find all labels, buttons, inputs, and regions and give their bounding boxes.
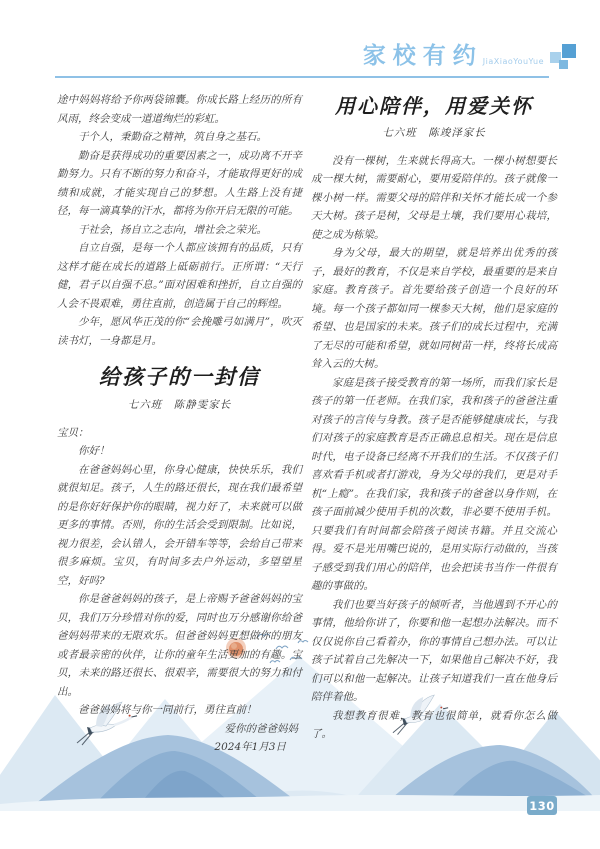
- letter-date: 2024年1月3日: [214, 741, 286, 754]
- body-paragraph: 没有一棵树，生来就长得高大。一棵小树想要长成一棵大树，需要耐心，要用爱陪伴的。孩子就像一棵小树一样。需要父母的陪伴和关怀才能长成一个参天大树。孩子是树，父母是土壤，我们要用心栽培，使之成为栋梁。: [311, 154, 557, 241]
- body-paragraph: 自立自强，是每一个人都应该拥有的品质，只有这样才能在成长的道路上砥砺前行。正所谓：“天行健，君子以自强不息。”面对困难和挫折，自立自强的人会不畏艰难，勇往直前，创造属于自己的辉煌。: [57, 242, 302, 310]
- header-divider: [55, 76, 549, 78]
- letter-greeting: 你好！: [78, 445, 110, 458]
- letter-paragraph: 爸爸妈妈将与你一同前行，勇往直前！: [78, 704, 257, 717]
- companion-article-title: 用心陪伴，用爱关怀: [335, 94, 533, 118]
- letter-paragraph: 你是爸爸妈妈的孩子，是上帝赐予爸爸妈妈的宝贝，我们万分珍惜对你的爱，同时也万分感谢你给爸爸妈妈带来的无限欢乐。但爸爸妈妈更想做你的朋友或者最亲密的伙伴，让你的童年生活更加的有趣。宝贝，未来的路还很长、很艰辛，需要很大的努力和付出。: [57, 593, 302, 698]
- body-paragraph: 身为父母，最大的期望，就是培养出优秀的孩子，最好的教育，不仅是来自学校，最重要的是来自家庭。教育孩子。首先要给孩子创造一个良好的环境。每一个孩子都如同一棵参天大树，他们是家庭的希望、也是国家的未来。孩子们的成长过程中，充满了无尽的可能和希望，就如同树苗一样，终将长成高耸入云的大树。: [311, 247, 557, 370]
- decor-squares-icon: [550, 44, 576, 74]
- body-paragraph: 我们也要当好孩子的倾听者，当他遇到不开心的事情，他给你讲了，你要和他一起想办法解决。而不仅仅说你自己看着办，你的事情自己想办法。可以让孩子试着自己先解决一下，如果他自己解决不好，我们可以和他一起解决。让孩子知道我们一直在他身后陪伴着他。: [311, 598, 557, 703]
- companion-article-byline: 七六班 陈竣泽家长: [382, 127, 486, 139]
- right-column: [311, 91, 557, 744]
- continuation-paragraph: 途中妈妈将给予你两袋锦囊。你成长路上经历的所有风雨，终会变成一道道绚烂的彩虹。: [57, 94, 302, 125]
- decor-square-mid: [559, 60, 568, 69]
- page-number-badge: 130: [527, 796, 557, 815]
- body-paragraph: 家庭是孩子接受教育的第一场所，而我们家长是孩子的第一任老师。在我们家，我和孩子的爸爸注重对孩子的言传与身教。孩子是否能够健康成长，与我们对孩子的家庭教育是否正确息息相关。现在是信息时代，电子设备已经离不开我们的生活。不仅孩子们喜欢看手机或者打游戏，身为父母的我们，更是对手机“上瘾”。在我们家，我和孩子的爸爸以身作则，在孩子面前减少使用手机的次数，非必要不使用手机。只要我们有时间都会陪孩子阅读书籍。并且交流心得。爱不是光用嘴巴说的，是用实际行动做的，当孩子感受到我们用心的陪伴，也会把读书当作一件很有趣的事做的。: [311, 376, 557, 592]
- section-header: [55, 44, 576, 82]
- letter-paragraph: 在爸爸妈妈心里，你身心健康，快快乐乐，我们就很知足。孩子，人生的路还很长，现在我们最希望的是你好好保护你的眼睛，视力好了，未来就可以做更多的事情。否则，你的生活会受到限制。比如说，视力很差，会认错人，会开错车等等，会给自己带来很多麻烦。宝贝，有时间多去户外运动，多望望星空，好吗?: [57, 463, 302, 587]
- section-title-pinyin: JiaXiaoYouYue: [482, 57, 544, 66]
- letter-signature: 爱你的爸爸妈妈: [224, 722, 298, 735]
- decor-square-dark: [562, 44, 576, 58]
- letter-article-title: 给孩子的一封信: [99, 364, 260, 389]
- letter-article-byline: 七六班 陈静雯家长: [127, 399, 232, 412]
- body-paragraph: 于个人，秉勤奋之精神，筑自身之基石。: [78, 131, 267, 143]
- body-paragraph: 少年，愿风华正茂的你“会挽雕弓如满月”，吹灭读书灯，一身都是月。: [57, 316, 302, 347]
- body-paragraph: 于社会，扬自立之志向，增社会之荣光。: [78, 223, 267, 236]
- section-title: 家校有约: [362, 43, 483, 69]
- body-paragraph: 我想教育很难，教育也很简单，就看你怎么做了。: [311, 709, 557, 740]
- letter-salutation: 宝贝：: [57, 426, 89, 439]
- body-paragraph: 勤奋是获得成功的重要因素之一，成功离不开辛勤努力。只有不断的努力和奋斗，才能取得更好的成绩和成就，才能实现自己的梦想。人生路上没有捷径，每一滴真挚的汗水，都将为你开启无限的可能。: [57, 149, 302, 217]
- left-column: [57, 91, 302, 757]
